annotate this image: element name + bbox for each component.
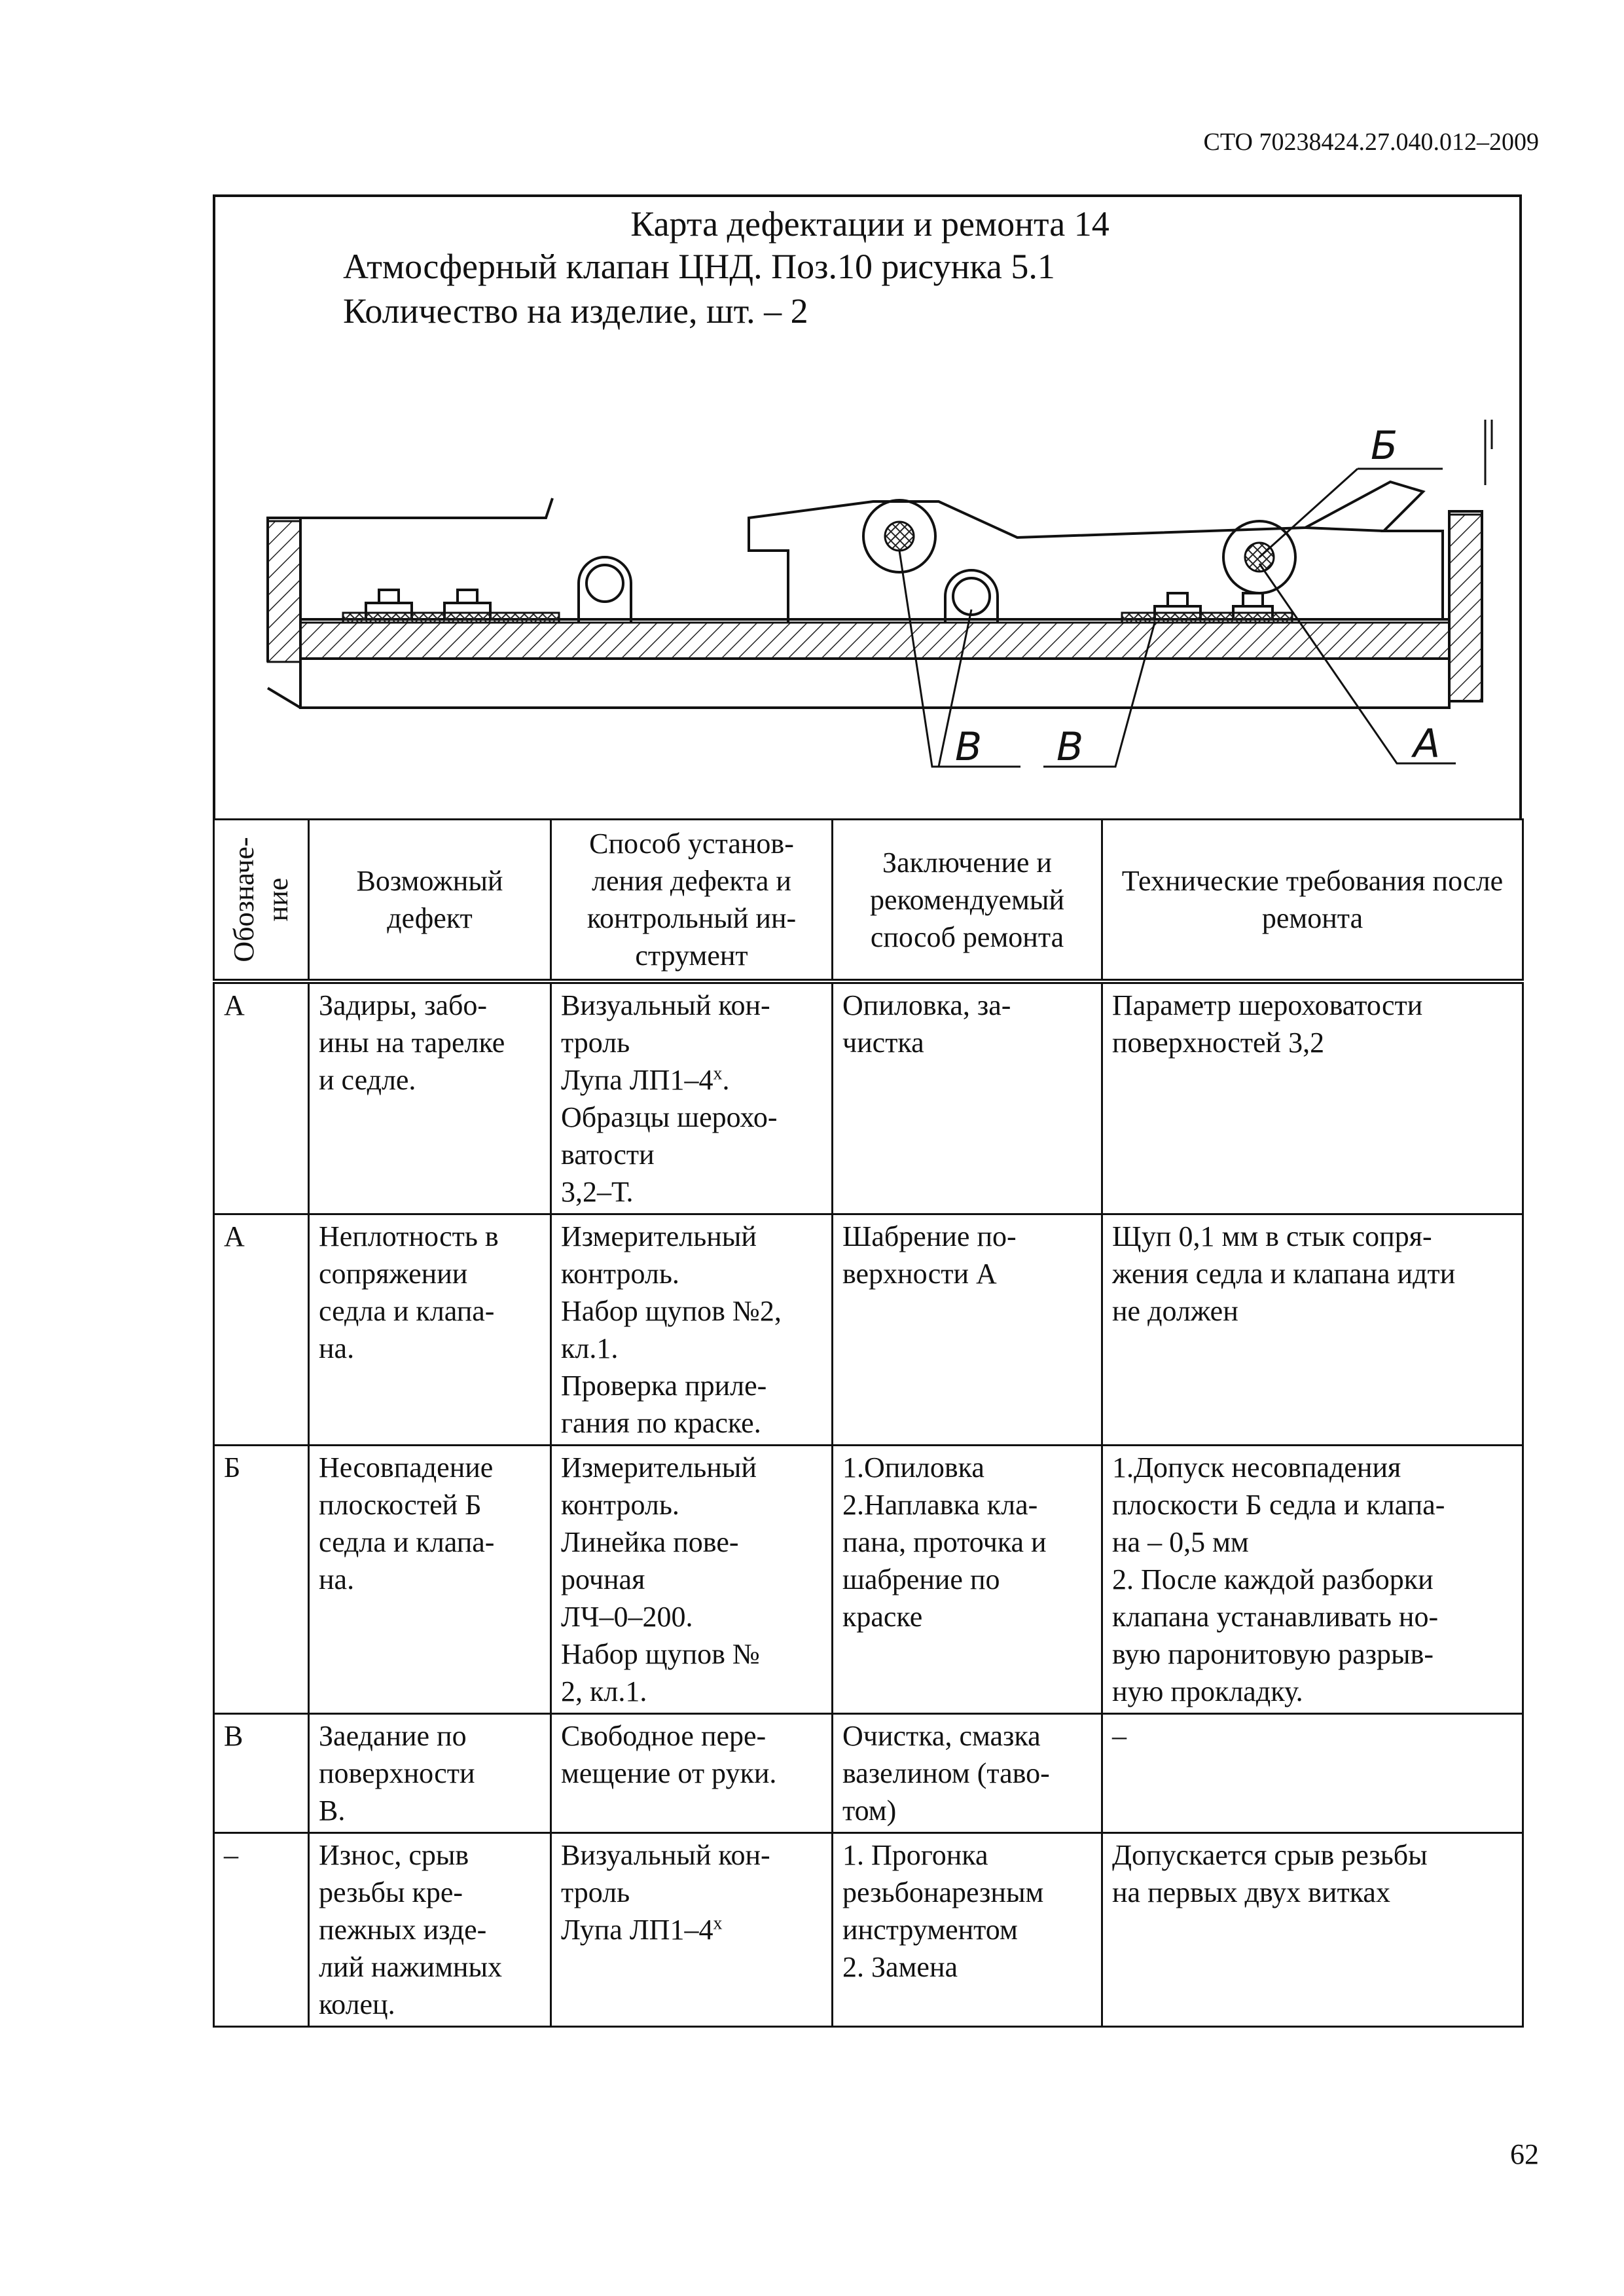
superscript-mark: х xyxy=(713,1063,723,1084)
cell-line: Образцы шерохо- xyxy=(561,1101,778,1133)
table-row xyxy=(214,1714,1523,1833)
cell-line: Проверка приле- xyxy=(561,1370,767,1402)
cell-line: ную прокладку. xyxy=(1112,1675,1303,1707)
cell-line: Визуальный кон- xyxy=(561,1839,770,1871)
cell-designation: Б xyxy=(214,1446,309,1714)
cell-line: 2.Наплавка кла- xyxy=(842,1489,1038,1521)
drawing-label-v-right: В xyxy=(1056,724,1084,770)
cell-line: Опиловка, за- xyxy=(842,989,1011,1021)
cell-line: ватости xyxy=(561,1139,655,1171)
cell-conclusion xyxy=(833,1446,1102,1714)
cell-line: ЛЧ–0–200. xyxy=(561,1601,693,1633)
page-number: 62 xyxy=(1510,2138,1539,2170)
cell-requirements xyxy=(1102,1446,1523,1714)
cell-line: седла и клапа- xyxy=(319,1526,495,1558)
cell-line: не должен xyxy=(1112,1295,1238,1327)
header-requirements: Технические требования после ремонта xyxy=(1102,820,1523,982)
cell-line: контроль. xyxy=(561,1489,679,1521)
cell-line: вую паронитовую разрыв- xyxy=(1112,1638,1434,1670)
cell-line: Измерительный xyxy=(561,1220,757,1252)
hatched-sections xyxy=(268,515,1482,701)
header-method: Способ установ-ления дефекта и контрольный ин-струмент xyxy=(551,820,833,982)
cell-line: пежных изде- xyxy=(319,1914,487,1946)
cell-method xyxy=(551,1833,833,2027)
header-conclusion: Заключение и рекомендуемый способ ремонта xyxy=(833,820,1102,982)
cell-defect xyxy=(309,1214,551,1446)
cell-line: 2, кл.1. xyxy=(561,1675,647,1707)
cell-line: 1.Опиловка xyxy=(842,1451,984,1484)
cell-line: Свободное пере- xyxy=(561,1720,767,1752)
cell-requirements xyxy=(1102,1833,1523,2027)
cell-line: Набор щупов №2, xyxy=(561,1295,782,1327)
cell-requirements xyxy=(1102,1714,1523,1833)
table-row xyxy=(214,1833,1523,2027)
cell-line: плоскостей Б xyxy=(319,1489,482,1521)
cell-line: седла и клапа- xyxy=(319,1295,495,1327)
table-row xyxy=(214,1214,1523,1446)
cell-line: ины на тарелке xyxy=(319,1027,505,1059)
cell-defect xyxy=(309,1714,551,1833)
cell-line: чистка xyxy=(842,1027,924,1059)
cell-line: троль xyxy=(561,1027,630,1059)
card-title: Карта дефектации и ремонта 14 xyxy=(630,204,1110,244)
cell-conclusion xyxy=(833,1214,1102,1446)
cell-designation: А xyxy=(214,981,309,1214)
cell-line: на. xyxy=(319,1332,355,1364)
cell-defect xyxy=(309,1446,551,1714)
cell-line: 1.Допуск несовпадения xyxy=(1112,1451,1401,1484)
cell-line: Измерительный xyxy=(561,1451,757,1484)
cell-line: Линейка пове- xyxy=(561,1526,739,1558)
table-row xyxy=(214,981,1523,1214)
superscript-mark: х xyxy=(713,1913,723,1934)
cell-designation: А xyxy=(214,1214,309,1446)
cell-line: Несовпадение xyxy=(319,1451,494,1484)
cell-line: Параметр шероховатости xyxy=(1112,989,1423,1021)
cell-line: Очистка, смазка xyxy=(842,1720,1041,1752)
cell-line: и седле. xyxy=(319,1064,416,1096)
cell-line: вазелином (таво- xyxy=(842,1757,1050,1789)
repair-card xyxy=(213,194,1522,2020)
cell-line: Задиры, забо- xyxy=(319,989,488,1021)
card-header-frame xyxy=(213,194,1522,818)
cell-method xyxy=(551,1214,833,1446)
cell-conclusion xyxy=(833,1833,1102,2027)
cell-line: рочная xyxy=(561,1563,645,1595)
cell-line: клапана устанавливать но- xyxy=(1112,1601,1439,1633)
cell-line: пана, проточка и xyxy=(842,1526,1047,1558)
cell-line: гания по краске. xyxy=(561,1407,761,1439)
cell-line: Лупа $ЛП1-4^х$ xyxy=(561,1913,723,1946)
cell-requirements xyxy=(1102,1214,1523,1446)
cell-line: кл.1. xyxy=(561,1332,619,1364)
cell-line: Набор щупов № xyxy=(561,1638,760,1670)
cell-conclusion xyxy=(833,981,1102,1214)
cell-line: шабрение по xyxy=(842,1563,1000,1595)
cell-line: Шабрение по- xyxy=(842,1220,1017,1252)
cell-line: 3,2–Т. xyxy=(561,1176,634,1208)
cell-line: на – 0,5 мм xyxy=(1112,1526,1249,1558)
standard-code: СТО 70238424.27.040.012–2009 xyxy=(1203,128,1539,156)
cell-line: том) xyxy=(842,1795,897,1827)
cell-line: краске xyxy=(842,1601,923,1633)
cell-line: инструментом xyxy=(842,1914,1018,1946)
cell-line: мещение от руки. xyxy=(561,1757,777,1789)
cell-method xyxy=(551,981,833,1214)
cell-line: контроль. xyxy=(561,1258,679,1290)
cell-defect xyxy=(309,1833,551,2027)
cell-line: 2. Замена xyxy=(842,1951,958,1983)
cell-line: В. xyxy=(319,1795,346,1827)
cell-line: плоскости Б седла и клапа- xyxy=(1112,1489,1445,1521)
valve-drawing xyxy=(245,335,1495,812)
drawing-label-v-left: В xyxy=(955,724,983,770)
cell-line: троль xyxy=(561,1876,630,1908)
cell-line: колец. xyxy=(319,1988,395,2020)
table-header-row xyxy=(214,820,1523,982)
cell-line: сопряжении xyxy=(319,1258,468,1290)
cell-line: резьбы кре- xyxy=(319,1876,463,1908)
cell-line: на первых двух витках xyxy=(1112,1876,1390,1908)
cell-line: верхности А xyxy=(842,1258,997,1290)
cell-line: Заедание по xyxy=(319,1720,467,1752)
cell-line: Износ, срыв xyxy=(319,1839,469,1871)
cell-defect xyxy=(309,981,551,1214)
defects-table xyxy=(213,818,1524,2028)
cell-line: Неплотность в xyxy=(319,1220,499,1252)
header-defect: Возможный дефект xyxy=(309,820,551,982)
cell-line: Лупа $ЛП1-4^х$. xyxy=(561,1063,730,1096)
cell-designation: – xyxy=(214,1833,309,2027)
cell-line: Щуп 0,1 мм в стык сопря- xyxy=(1112,1220,1432,1252)
cell-line: Допускается срыв резьбы xyxy=(1112,1839,1428,1871)
drawing-label-a: А xyxy=(1413,721,1441,767)
drawing-label-b: Б xyxy=(1371,423,1398,469)
cell-line: поверхности xyxy=(319,1757,475,1789)
cell-line: – xyxy=(1112,1720,1127,1752)
cell-line: на. xyxy=(319,1563,355,1595)
cell-line: лий нажимных xyxy=(319,1951,503,1983)
cell-method xyxy=(551,1446,833,1714)
cell-line: поверхностей 3,2 xyxy=(1112,1027,1325,1059)
table-row xyxy=(214,1446,1523,1714)
cell-line: 2. После каждой разборки xyxy=(1112,1563,1434,1595)
card-quantity: Количество на изделие, шт. – 2 xyxy=(343,291,808,331)
valve-body-outline xyxy=(268,482,1482,708)
header-designation: Обозначе- ние xyxy=(214,820,309,982)
cell-method xyxy=(551,1714,833,1833)
cell-line: 1. Прогонка xyxy=(842,1839,988,1871)
cell-conclusion xyxy=(833,1714,1102,1833)
cell-requirements xyxy=(1102,981,1523,1214)
cell-line: резьбонарезным xyxy=(842,1876,1044,1908)
card-part-name: Атмосферный клапан ЦНД. Поз.10 рисунка 5.1 xyxy=(343,247,1055,286)
cell-line: жения седла и клапана идти xyxy=(1112,1258,1456,1290)
cell-line: Визуальный кон- xyxy=(561,989,770,1021)
cell-designation: В xyxy=(214,1714,309,1833)
